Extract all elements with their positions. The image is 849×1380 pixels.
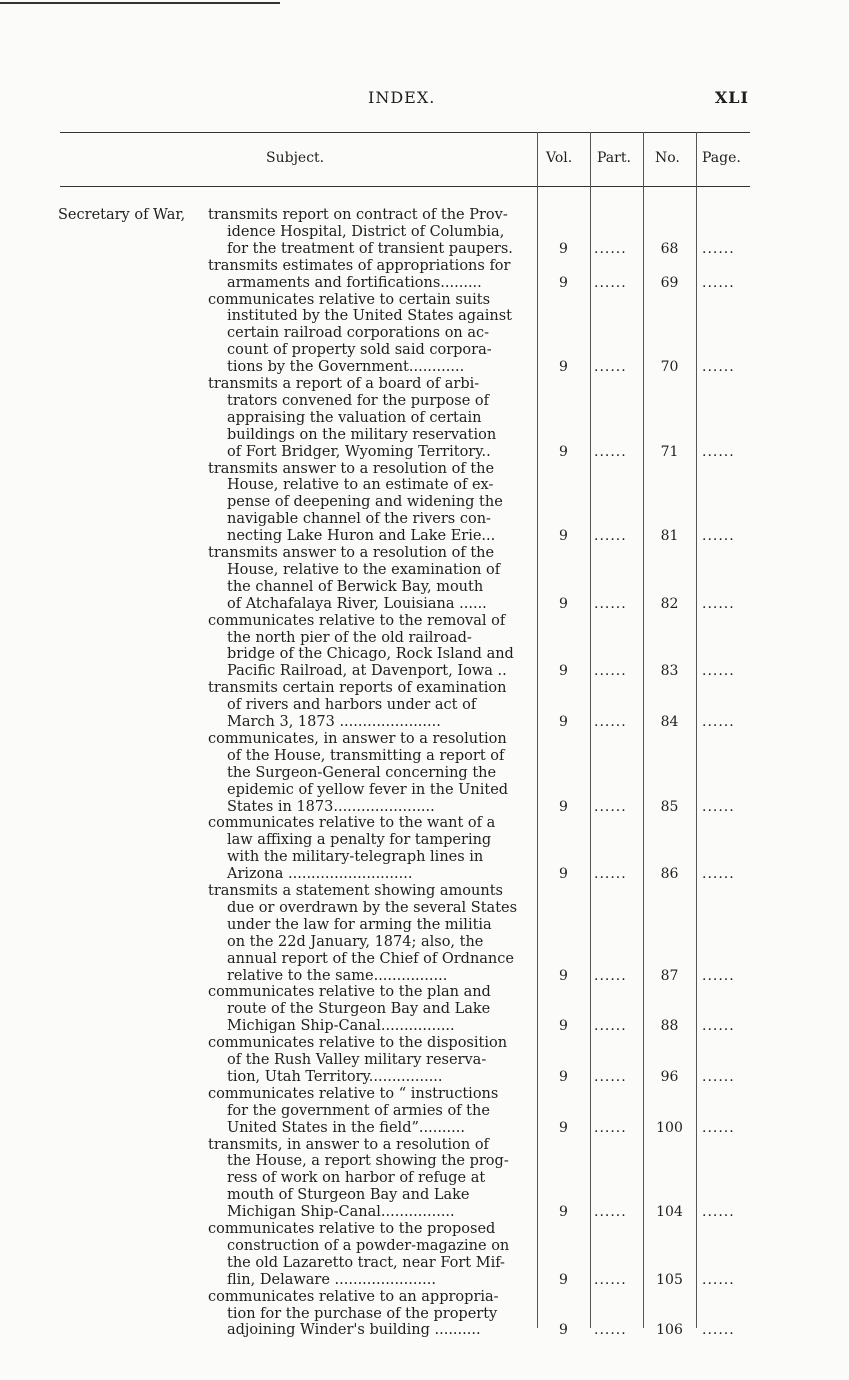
top-edge-rule bbox=[0, 2, 280, 4]
entry-line: with the military-telegraph lines in bbox=[227, 849, 484, 866]
entry-line: of the Rush Valley military reserva- bbox=[227, 1052, 487, 1068]
entry-part: ...... bbox=[594, 359, 627, 376]
entry-line: communicates, in answer to a resolution bbox=[208, 730, 507, 747]
entry-vol: 9 bbox=[559, 443, 568, 460]
entry-page: ...... bbox=[702, 866, 735, 883]
entry-vol: 9 bbox=[559, 240, 568, 257]
entry-part: ...... bbox=[594, 1204, 627, 1221]
entry-line: communicates relative to “ instructions bbox=[208, 1085, 499, 1102]
entry-no: 84 bbox=[660, 714, 679, 730]
entry-page: ...... bbox=[702, 443, 735, 460]
entry-line: navigable channel of the rivers con- bbox=[227, 511, 491, 528]
entry-line: communicates relative to the proposed bbox=[208, 1221, 496, 1237]
entry-line: epidemic of yellow fever in the United bbox=[227, 781, 509, 798]
entry-part: ...... bbox=[594, 663, 627, 680]
entry-line: count of property sold said corpora- bbox=[227, 342, 492, 359]
entry-vol: 9 bbox=[559, 967, 568, 984]
entry-part: ...... bbox=[594, 798, 627, 815]
entry-page: ...... bbox=[702, 1068, 735, 1085]
entry-part: ...... bbox=[594, 1018, 627, 1035]
entry-line: of Fort Bridger, Wyoming Territory.. bbox=[227, 443, 491, 460]
entry-line: the Surgeon-General concerning the bbox=[227, 764, 497, 781]
entry-line: necting Lake Huron and Lake Erie... bbox=[227, 528, 496, 545]
entry-part: ...... bbox=[594, 967, 627, 984]
subject-heading: Secretary of War, bbox=[58, 207, 186, 223]
entry-vol: 9 bbox=[559, 798, 568, 815]
column-header-vol: Vol. bbox=[546, 150, 573, 166]
entry-page: ...... bbox=[702, 1018, 735, 1035]
entry-vol: 9 bbox=[559, 1068, 568, 1085]
entry-line: tion, Utah Territory................ bbox=[227, 1068, 443, 1085]
entry-vol: 9 bbox=[559, 359, 568, 376]
entry-part: ...... bbox=[594, 595, 627, 612]
column-header-part: Part. bbox=[597, 150, 631, 166]
entry-line: States in 1873...................... bbox=[227, 798, 435, 815]
entry-line: communicates relative to the disposition bbox=[208, 1035, 508, 1052]
column-divider bbox=[590, 132, 591, 1328]
entry-page: ...... bbox=[702, 240, 735, 257]
entry-part: ...... bbox=[594, 1068, 627, 1085]
entry-line: due or overdrawn by the several States bbox=[227, 899, 518, 916]
entry-line: tion for the purchase of the property bbox=[227, 1305, 498, 1322]
entry-line: ress of work on harbor of refuge at bbox=[227, 1170, 486, 1187]
page-number: XLI bbox=[714, 88, 749, 107]
entry-line: the old Lazaretto tract, near Fort Mif- bbox=[227, 1254, 505, 1271]
entry-line: instituted by the United States against bbox=[227, 308, 512, 325]
entry-part: ...... bbox=[594, 1119, 627, 1136]
page-title: INDEX. bbox=[368, 88, 436, 107]
entry-line: for the treatment of transient paupers. bbox=[227, 240, 513, 257]
entry-no: 88 bbox=[660, 1018, 679, 1035]
entry-vol: 9 bbox=[559, 595, 568, 612]
entry-line: the House, a report showing the prog- bbox=[227, 1153, 509, 1170]
entry-vol: 9 bbox=[559, 714, 568, 730]
entry-line: certain railroad corporations on ac- bbox=[227, 325, 490, 342]
entry-line: the north pier of the old railroad- bbox=[227, 629, 472, 646]
entry-no: 105 bbox=[656, 1271, 683, 1288]
entry-line: transmits certain reports of examination bbox=[208, 680, 507, 697]
entry-no: 81 bbox=[660, 528, 679, 545]
entry-line: armaments and fortifications......... bbox=[227, 274, 482, 291]
entry-line: transmits report on contract of the Prov- bbox=[208, 207, 508, 223]
entry-vol: 9 bbox=[559, 1119, 568, 1136]
entry-line: Pacific Railroad, at Davenport, Iowa .. bbox=[227, 663, 507, 680]
entry-page: ...... bbox=[702, 714, 735, 730]
column-header-no: No. bbox=[655, 150, 680, 166]
entry-line: communicates relative to the removal of bbox=[208, 612, 506, 629]
entry-part: ...... bbox=[594, 714, 627, 730]
entry-page: ...... bbox=[702, 798, 735, 815]
entry-page: ...... bbox=[702, 1204, 735, 1221]
entry-part: ...... bbox=[594, 1271, 627, 1288]
page-header bbox=[0, 88, 849, 110]
entry-line: on the 22d January, 1874; also, the bbox=[227, 933, 484, 950]
entry-line: transmits, in answer to a resolution of bbox=[208, 1136, 489, 1153]
entry-line: communicates relative to certain suits bbox=[208, 291, 491, 308]
entry-no: 71 bbox=[660, 443, 679, 460]
entry-no: 87 bbox=[660, 967, 679, 984]
entry-line: communicates relative to the plan and bbox=[208, 984, 491, 1001]
entry-page: ...... bbox=[702, 595, 735, 612]
entry-line: for the government of armies of the bbox=[227, 1102, 490, 1119]
entry-line: transmits a report of a board of arbi- bbox=[208, 376, 480, 392]
entry-no: 106 bbox=[656, 1322, 683, 1339]
entry-vol: 9 bbox=[559, 866, 568, 883]
entry-part: ...... bbox=[594, 1322, 627, 1339]
entry-vol: 9 bbox=[559, 1204, 568, 1221]
entry-page: ...... bbox=[702, 1271, 735, 1288]
entry-part: ...... bbox=[594, 274, 627, 291]
entry-line: House, relative to an estimate of ex- bbox=[227, 477, 494, 494]
entry-line: March 3, 1873 ...................... bbox=[227, 714, 441, 730]
entry-page: ...... bbox=[702, 359, 735, 376]
entry-no: 69 bbox=[660, 274, 679, 291]
entry-page: ...... bbox=[702, 967, 735, 984]
entry-line: construction of a powder-magazine on bbox=[227, 1237, 510, 1254]
entry-part: ...... bbox=[594, 240, 627, 257]
column-divider bbox=[696, 132, 697, 1328]
entry-vol: 9 bbox=[559, 663, 568, 680]
entry-line: transmits a statement showing amounts bbox=[208, 883, 503, 899]
entry-line: United States in the field”.......... bbox=[227, 1119, 465, 1136]
entry-line: bridge of the Chicago, Rock Island and bbox=[227, 646, 514, 663]
entry-line: adjoining Winder's building .......... bbox=[227, 1322, 481, 1339]
entry-page: ...... bbox=[702, 274, 735, 291]
entry-line: law affixing a penalty for tampering bbox=[227, 832, 492, 849]
entry-line: flin, Delaware ...................... bbox=[227, 1271, 436, 1288]
entry-page: ...... bbox=[702, 1119, 735, 1136]
entry-no: 100 bbox=[656, 1119, 683, 1136]
entry-page: ...... bbox=[702, 663, 735, 680]
entry-vol: 9 bbox=[559, 274, 568, 291]
entry-line: transmits answer to a resolution of the bbox=[208, 460, 495, 477]
entry-line: Arizona ........................... bbox=[227, 866, 413, 883]
entry-no: 83 bbox=[660, 663, 679, 680]
entry-vol: 9 bbox=[559, 528, 568, 545]
column-header-page: Page. bbox=[702, 150, 741, 166]
entry-line: of the House, transmitting a report of bbox=[227, 747, 505, 764]
entry-line: appraising the valuation of certain bbox=[227, 409, 482, 426]
entry-line: annual report of the Chief of Ordnance bbox=[227, 950, 514, 967]
entry-line: communicates relative to an appropria- bbox=[208, 1288, 499, 1305]
entry-line: of Atchafalaya River, Louisiana ...... bbox=[227, 595, 487, 612]
entry-line: tions by the Government............ bbox=[227, 359, 465, 376]
column-header-subject: Subject. bbox=[266, 150, 325, 166]
entry-line: buildings on the military reservation bbox=[227, 426, 497, 443]
entry-no: 70 bbox=[660, 359, 679, 376]
entry-line: route of the Sturgeon Bay and Lake bbox=[227, 1001, 491, 1018]
table-header-rule bbox=[60, 186, 750, 187]
entry-line: the channel of Berwick Bay, mouth bbox=[227, 578, 484, 595]
entry-vol: 9 bbox=[559, 1271, 568, 1288]
entry-part: ...... bbox=[594, 866, 627, 883]
entry-no: 86 bbox=[660, 866, 679, 883]
entry-vol: 9 bbox=[559, 1018, 568, 1035]
entry-part: ...... bbox=[594, 528, 627, 545]
entry-line: Michigan Ship-Canal................ bbox=[227, 1204, 455, 1221]
entry-no: 104 bbox=[656, 1204, 683, 1221]
entry-line: idence Hospital, District of Columbia, bbox=[227, 223, 505, 240]
entry-line: trators convened for the purpose of bbox=[227, 392, 489, 409]
entry-line: mouth of Sturgeon Bay and Lake bbox=[227, 1187, 470, 1204]
entry-line: under the law for arming the militia bbox=[227, 916, 492, 933]
column-divider bbox=[643, 132, 644, 1328]
entry-line: communicates relative to the want of a bbox=[208, 815, 496, 832]
entry-page: ...... bbox=[702, 528, 735, 545]
entry-no: 82 bbox=[660, 595, 679, 612]
entry-part: ...... bbox=[594, 443, 627, 460]
entry-line: relative to the same................ bbox=[227, 967, 448, 984]
entry-line: House, relative to the examination of bbox=[227, 561, 501, 578]
entry-line: transmits estimates of appropriations for bbox=[208, 257, 511, 274]
entry-no: 96 bbox=[660, 1068, 679, 1085]
entry-line: pense of deepening and widening the bbox=[227, 494, 503, 511]
entry-page: ...... bbox=[702, 1322, 735, 1339]
column-divider bbox=[537, 132, 538, 1328]
entry-line: transmits answer to a resolution of the bbox=[208, 545, 495, 561]
entry-vol: 9 bbox=[559, 1322, 568, 1339]
table-top-rule bbox=[60, 132, 750, 133]
entry-no: 68 bbox=[660, 240, 679, 257]
entry-line: Michigan Ship-Canal................ bbox=[227, 1018, 455, 1035]
entry-line: of rivers and harbors under act of bbox=[227, 697, 477, 714]
entry-no: 85 bbox=[660, 798, 679, 815]
